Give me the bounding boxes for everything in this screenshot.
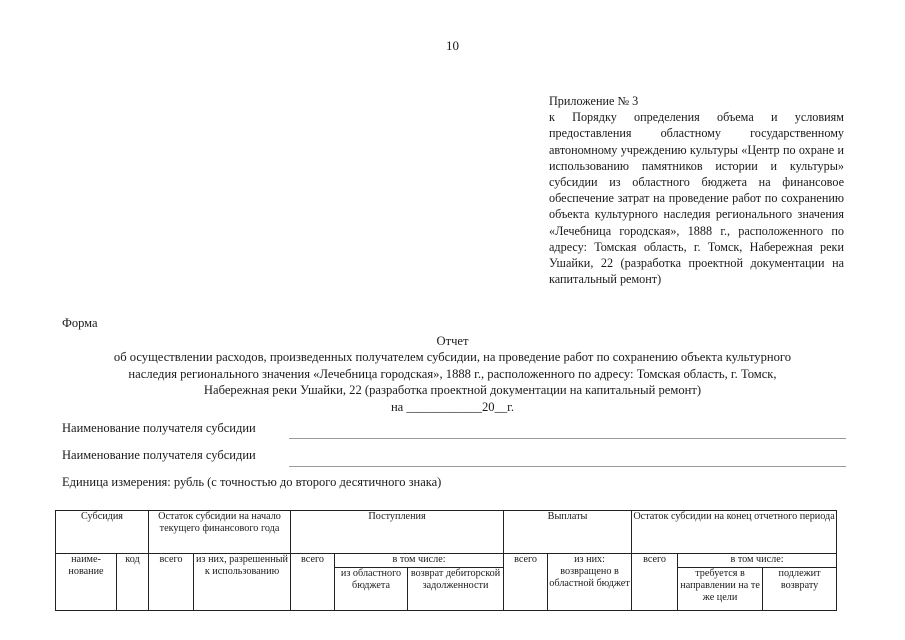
col-allowed-for-use: из них, разрешенный к использованию <box>194 554 291 611</box>
page-number: 10 <box>446 38 459 53</box>
report-subtitle-line-1: об осуществлении расходов, произведенных получателем субсидии, на проведение работ по сохранению объекта культурного <box>113 350 792 365</box>
report-title: Отчет <box>436 334 469 348</box>
col-code: код <box>117 554 149 611</box>
col-required-same-purposes: требуется в направлении на те же цели <box>678 568 763 611</box>
recipient-field-label-1: Наименование получателя субсидии <box>62 421 256 435</box>
appendix-block <box>549 93 844 287</box>
report-date-line: на ____________20__г. <box>390 399 515 414</box>
recipient-field-line-2[interactable] <box>289 466 846 467</box>
header-balance-start: Остаток субсидии на начало текущего финансового года <box>149 511 291 554</box>
report-heading <box>0 333 905 415</box>
col-total-receipts: всего <box>291 554 335 611</box>
col-name: наиме-нование <box>56 554 117 611</box>
col-return-receivables: возврат дебиторской задолженности <box>408 568 504 611</box>
header-receipts: Поступления <box>291 511 504 554</box>
table-header-row-1 <box>56 511 837 554</box>
header-balance-end: Остаток субсидии на конец отчетного периода <box>632 511 837 554</box>
form-label: Форма <box>62 316 98 330</box>
appendix-body: к Порядку определения объема и условиям предоставления областному государственному автономному учреждению культуры «Центр по охране и использованию памятников истории и культуры» субсидии из областного бюджета на финансовое обеспечение затрат на проведение работ по сохранению объекта культурного наследия регионального значения «Лечебница городская», 1888 г., расположенного по адресу: Томская область, г. Томск, Набережная реки Ушайки, 22 (разработка проектной документации на капитальный ремонт) <box>549 110 844 287</box>
report-subtitle-line-2: наследия регионального значения «Лечебница городская», 1888 г., расположенного по адресу: Томская область, г. Томск, <box>128 366 777 381</box>
col-total-balance-start: всего <box>149 554 194 611</box>
report-table <box>55 510 837 611</box>
recipient-field-line-1[interactable] <box>289 438 846 439</box>
recipient-field-label-2: Наименование получателя субсидии <box>62 448 256 462</box>
header-subsidy: Субсидия <box>56 511 149 554</box>
col-from-regional-budget: из областного бюджета <box>335 568 408 611</box>
unit-of-measure: Единица измерения: рубль (с точностью до второго десятичного знака) <box>62 475 442 489</box>
report-subtitle-line-3: Набережная реки Ушайки, 22 (разработка проектной документации на капитальный ремонт) <box>203 383 702 398</box>
col-subject-to-return: подлежит возврату <box>763 568 837 611</box>
appendix-title: Приложение № 3 <box>549 94 639 108</box>
col-returned-to-budget: из них: возвращено в областной бюджет <box>548 554 632 611</box>
table-header-row-2 <box>56 554 837 568</box>
header-payments: Выплаты <box>504 511 632 554</box>
col-balance-end-including: в том числе: <box>678 554 837 568</box>
col-receipts-including: в том числе: <box>335 554 504 568</box>
col-total-balance-end: всего <box>632 554 678 611</box>
col-total-payments: всего <box>504 554 548 611</box>
